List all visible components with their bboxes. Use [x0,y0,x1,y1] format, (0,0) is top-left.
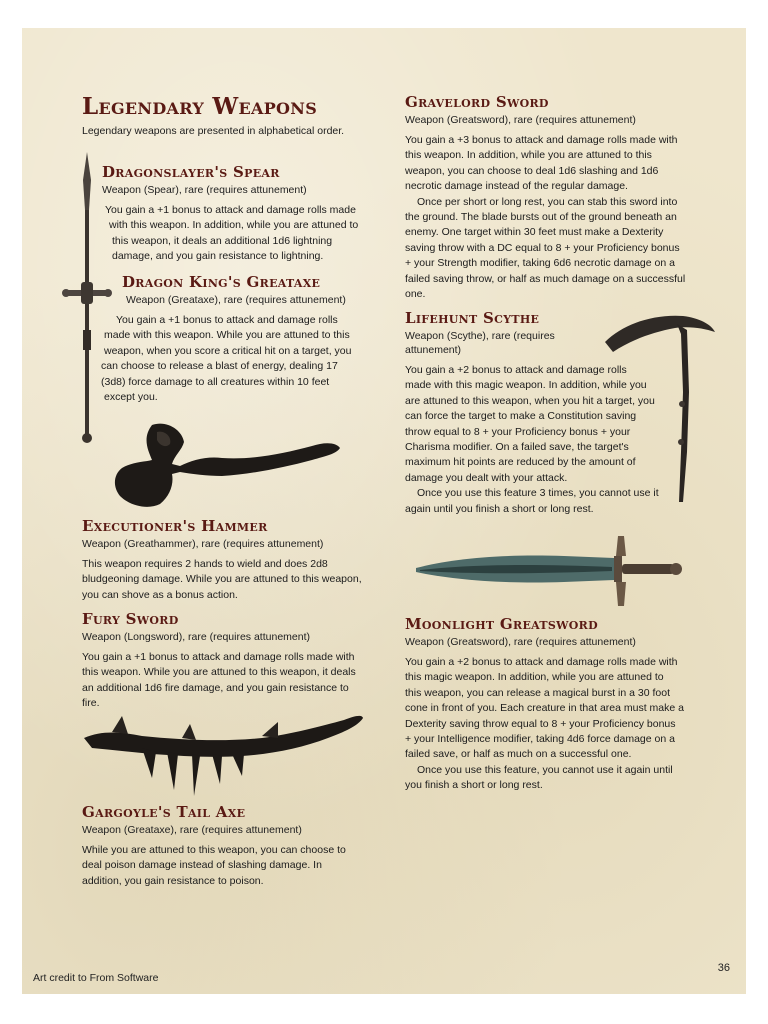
weapon-type: Weapon (Greataxe), rare (requires attunement) [126,294,346,306]
fury-sword-section [82,610,372,712]
intro-text: Legendary weapons are presented in alphabetical order. [82,125,345,137]
greataxe-illustration [112,420,342,510]
weapon-type: Weapon (Greataxe), rare (requires attunement) [82,824,302,836]
weapon-type: Weapon (Greatsword), rare (requires attunement) [405,114,636,126]
weapon-type: Weapon (Spear), rare (requires attunement) [102,184,307,196]
weapon-description: You gain a +3 bonus to attack and damage rolls made with this weapon. In addition, while you are attuned to this weapon, you can choose to deal 1d6 slashing and 1d6 necrotic damage instead of the regular damage. Once per short or long rest, you can stab this sword into the ground. The blade bursts out of the ground beneath an enemy. One target within 30 feet must make a Dexterity saving throw with a DC equal to 8 + your Proficiency bonus + your Strength modifier, taking 6d6 necrotic damage on a failed saving throw, or half as much damage on a successful one. [405,134,686,301]
dragonslayers-spear-section [102,163,372,265]
weapon-name: Fury Sword [82,610,179,628]
weapon-description: This weapon requires 2 hands to wield and does 2d8 bludgeoning damage. While you are attuned to this weapon, you can shove as a bonus action. [82,558,362,601]
weapon-name: Lifehunt Scythe [405,309,540,327]
weapon-description: You gain a +2 bonus to attack and damage rolls made with this magic weapon. In addition, while you are attuned to this weapon, when you hit a target, you can force the target to make a Constitution saving throw equal to 8 + your Proficiency bonus + your Charisma modifier. On a failed save, the target's maximum hit points are reduced by the amount of damage you dealt with your attack. Once you use this feature 3 times, you cannot use it again until you finish a short or long rest. [405,364,659,515]
tail-axe-illustration [82,708,364,798]
executioners-hammer-section [82,517,372,603]
greatsword-illustration [414,534,684,612]
weapon-name: Moonlight Greatsword [405,615,598,633]
weapon-name: Gargoyle's Tail Axe [82,803,246,821]
art-credit: Art credit to From Software [33,972,159,984]
weapon-name: Executioner's Hammer [82,517,268,535]
weapon-type: Weapon (Longsword), rare (requires attunement) [82,631,311,643]
weapon-name: Dragon King's Greataxe [122,273,321,291]
weapon-type: Weapon (Scythe), rare (requires attunement) [405,330,555,356]
moonlight-greatsword-section [405,615,705,794]
scythe-illustration [603,312,718,507]
weapon-description: You gain a +1 bonus to attack and damage rolls made with this weapon. While you are attuned to this weapon, it deals an additional 1d6 fire damage, and you gain resistance to fire. [82,651,356,710]
weapon-description: You gain a +2 bonus to attack and damage rolls made with this magic weapon. In addition, while you are attuned to this weapon, you can release a magical burst in a 30 foot cone in front of you. Each creature in that area must make a Dexterity saving throw equal to 8 + your Proficiency bonus + your Intelligence modifier, taking 4d6 force damage on a failed save, or half as much on a successful one. Once you use this feature, you cannot use it again until you finish a short or long rest. [405,656,684,792]
weapon-description: While you are attuned to this weapon, you can choose to deal poison damage instead of slashing damage. In addition, you gain resistance to poison. [82,844,346,887]
weapon-description: You gain a +1 bonus to attack and damage rolls made with this weapon. While you are attuned to this weapon, when you score a critical hit on a target, you can choose to release a blast of energy, dealing 17 (3d8) force damage to all creatures within 10 feet except you. [101,314,352,404]
gravelord-sword-section [405,93,700,302]
page-number: 36 [717,962,730,974]
weapon-description: You gain a +1 bonus to attack and damage rolls made with this weapon. In addition, while you are attuned to this weapon, it deals an additional 1d6 lightning damage, and you gain resistance to lightning. [105,204,359,263]
weapon-type: Weapon (Greatsword), rare (requires attunement) [405,636,636,648]
dragon-kings-greataxe-section [101,273,376,405]
weapon-type: Weapon (Greathammer), rare (requires attunement) [82,538,324,550]
weapon-name: Dragonslayer's Spear [102,163,280,181]
weapon-name: Gravelord Sword [405,93,549,111]
page-title: Legendary Weapons [82,93,318,120]
gargoyles-tail-axe-section [82,803,372,889]
